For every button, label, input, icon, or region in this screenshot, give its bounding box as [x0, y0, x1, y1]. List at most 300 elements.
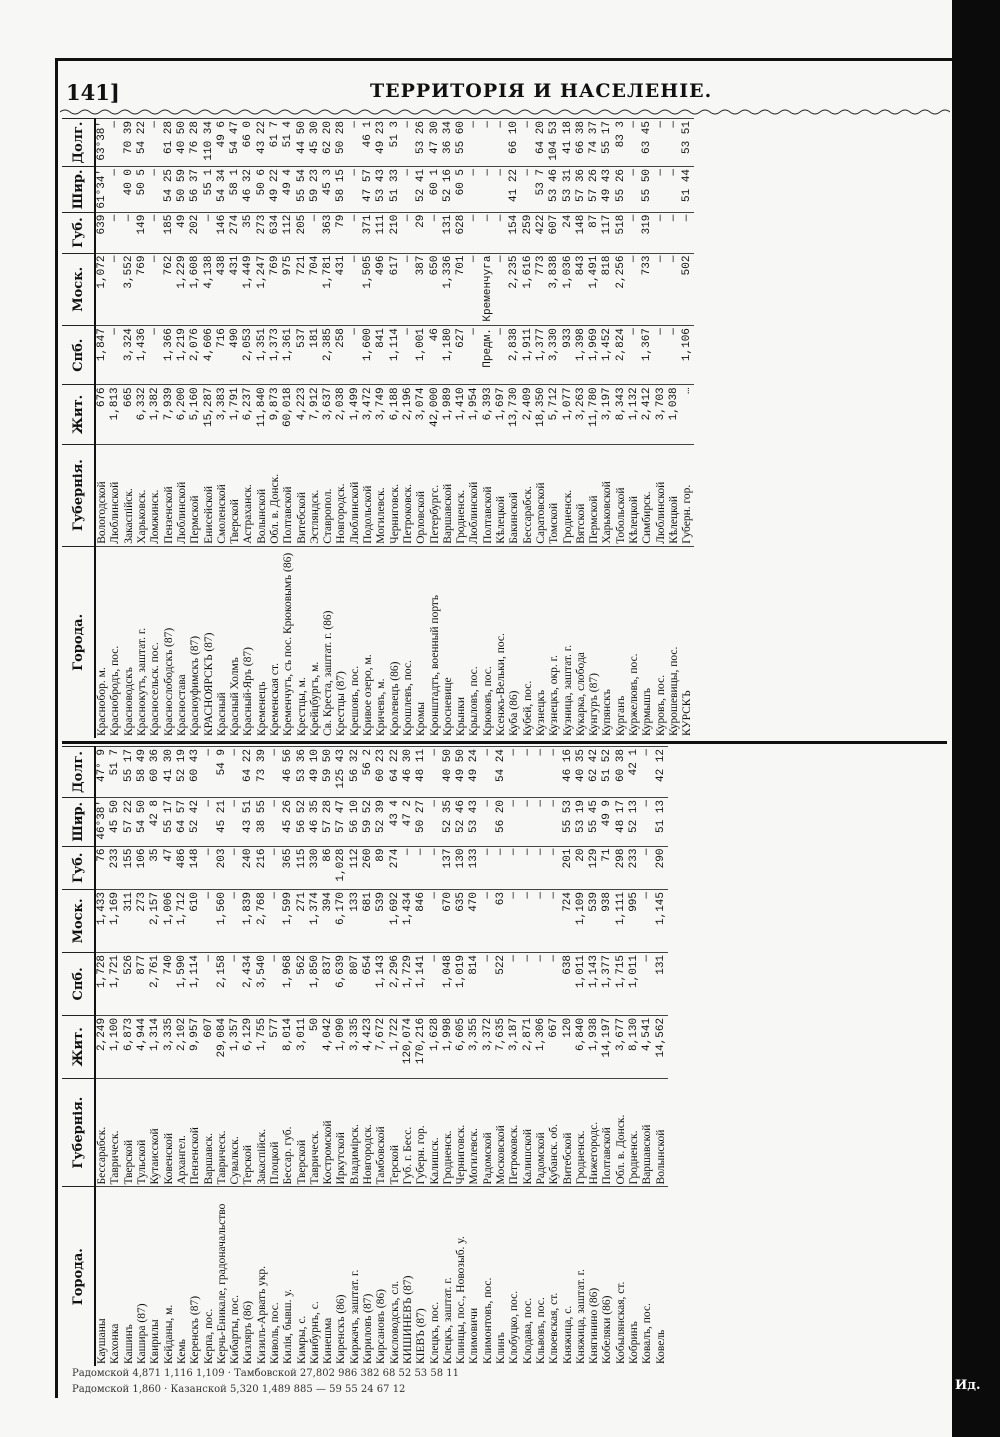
value-cell: 52 19: [176, 747, 189, 798]
city-cell: КІЕВЪ (87): [415, 1187, 428, 1366]
value-cell: 49 24: [468, 747, 481, 798]
table-row: [136, 747, 149, 1367]
value-cell: —: [482, 119, 495, 167]
left-rule: [55, 58, 58, 1398]
table-row: [282, 747, 295, 1367]
value-cell: 1,367: [641, 326, 654, 385]
city-cell: Курганъ: [615, 546, 628, 738]
table-row: [375, 119, 388, 739]
value-cell: 537: [295, 326, 308, 385]
value-cell: 49: [176, 212, 189, 253]
city-cell: Каушаны: [95, 1187, 109, 1366]
value-cell: 181: [309, 326, 322, 385]
value-cell: 1,712: [176, 889, 189, 952]
value-cell: 2,235: [508, 253, 521, 326]
value-cell: 1,141: [415, 952, 428, 1015]
city-cell: Кахонка: [109, 1187, 122, 1366]
table-row: [335, 747, 348, 1367]
value-cell: 6,873: [123, 1015, 136, 1078]
value-cell: 2,158: [216, 952, 229, 1015]
value-cell: 76: [95, 846, 109, 889]
table-row: [136, 119, 149, 739]
city-cell: Кемь: [176, 1187, 189, 1366]
value-cell: 681: [362, 889, 375, 952]
guberniya-cell: Полтавской: [601, 1078, 614, 1187]
value-cell: 233: [628, 846, 641, 889]
value-cell: 1,410: [455, 385, 468, 444]
column-header: Губернія.: [62, 1078, 95, 1187]
value-cell: 1,560: [216, 889, 229, 952]
value-cell: 110 34: [202, 119, 215, 167]
guberniya-cell: Тверской: [295, 1078, 308, 1187]
value-cell: 47: [162, 846, 175, 889]
table-row: [362, 119, 375, 739]
table-header-right: [62, 119, 95, 739]
value-cell: 40 35: [575, 747, 588, 798]
value-cell: —: [123, 212, 136, 253]
value-cell: 1,169: [109, 889, 122, 952]
table-row: [442, 747, 455, 1367]
value-cell: 843: [575, 253, 588, 326]
value-cell: 627: [455, 326, 468, 385]
city-cell: Кириловъ (87): [362, 1187, 375, 1366]
value-cell: 1,436: [136, 326, 149, 385]
city-cell: Краснокутъ, заштат. г.: [136, 546, 149, 738]
value-cell: 131: [442, 212, 455, 253]
value-cell: 274: [229, 212, 242, 253]
value-cell: 40 50: [442, 747, 455, 798]
value-cell: 701: [455, 253, 468, 326]
value-cell: 638: [561, 952, 574, 1015]
column-header: Губ.: [62, 212, 95, 253]
value-cell: 818: [601, 253, 614, 326]
value-cell: 50 27: [415, 797, 428, 846]
value-cell: 64 20: [535, 119, 548, 167]
value-cell: —: [535, 889, 548, 952]
value-cell: 841: [375, 326, 388, 385]
value-cell: 201: [561, 846, 574, 889]
guberniya-cell: Енисейской: [202, 444, 215, 546]
guberniya-cell: Калишской: [522, 1078, 535, 1187]
value-cell: —: [349, 253, 362, 326]
value-cell: —: [269, 846, 282, 889]
value-cell: 1,616: [522, 253, 535, 326]
value-cell: 154: [508, 212, 521, 253]
guberniya-cell: Орловской: [415, 444, 428, 546]
value-cell: 47 30: [428, 119, 441, 167]
table-row: [548, 119, 561, 739]
value-cell: 64 57: [176, 797, 189, 846]
value-cell: 205: [295, 212, 308, 253]
guberniya-cell: Волынской: [256, 444, 269, 546]
value-cell: —: [202, 952, 215, 1015]
value-cell: 704: [309, 253, 322, 326]
value-cell: 1,036: [561, 253, 574, 326]
value-cell: 740: [162, 952, 175, 1015]
value-cell: —: [402, 253, 415, 326]
value-cell: —: [535, 952, 548, 1015]
value-cell: —: [202, 797, 215, 846]
value-cell: —: [149, 119, 162, 167]
value-cell: —: [482, 846, 495, 889]
value-cell: —: [508, 952, 521, 1015]
wavy-divider: [60, 108, 950, 116]
value-cell: —: [508, 846, 521, 889]
city-cell: Крейцбургъ, м.: [309, 546, 322, 738]
value-cell: —: [402, 326, 415, 385]
value-cell: 55 45: [588, 797, 601, 846]
value-cell: 387: [415, 253, 428, 326]
value-cell: —: [654, 119, 667, 167]
value-cell: 7,912: [309, 385, 322, 444]
value-cell: —: [495, 166, 508, 212]
value-cell: —: [654, 166, 667, 212]
guberniya-cell: Пермской: [189, 444, 202, 546]
value-cell: 149: [136, 212, 149, 253]
value-cell: 61 28: [162, 119, 175, 167]
value-cell: 104 53: [548, 119, 561, 167]
guberniya-cell: Тверской: [123, 1078, 136, 1187]
value-cell: 50: [309, 1015, 322, 1078]
value-cell: 1,911: [522, 326, 535, 385]
value-cell: —: [668, 166, 681, 212]
value-cell: 1,697: [495, 385, 508, 444]
value-cell: 40 50: [176, 119, 189, 167]
value-cell: —: [548, 952, 561, 1015]
value-cell: 3,355: [468, 1015, 481, 1078]
guberniya-cell: Гродненск.: [575, 1078, 588, 1187]
value-cell: 3,324: [123, 326, 136, 385]
guberniya-cell: Калишск.: [428, 1078, 441, 1187]
value-cell: 1,357: [229, 1015, 242, 1078]
value-cell: 130: [455, 846, 468, 889]
value-cell: —: [668, 253, 681, 326]
value-cell: —: [109, 119, 122, 167]
value-cell: 52 41: [415, 166, 428, 212]
city-cell: Купянскъ: [601, 546, 614, 738]
value-cell: 58 15: [335, 166, 348, 212]
value-cell: —: [402, 166, 415, 212]
value-cell: 53 36: [295, 747, 308, 798]
value-cell: 233: [109, 846, 122, 889]
value-cell: 45 26: [282, 797, 295, 846]
value-cell: 133: [349, 889, 362, 952]
city-cell: Кременчугъ, съ пос. Крюковымъ (86): [282, 546, 295, 738]
table-row: [295, 747, 308, 1367]
value-cell: 3,197: [601, 385, 614, 444]
value-cell: 46 35: [309, 797, 322, 846]
value-cell: 20: [575, 846, 588, 889]
city-cell: Кронштадтъ, военный портъ: [428, 546, 441, 738]
city-cell: Кролевецъ (86): [389, 546, 402, 738]
value-cell: —: [522, 747, 535, 798]
rotated-table: [62, 118, 947, 1366]
value-cell: —: [149, 166, 162, 212]
value-cell: 54 24: [495, 747, 508, 798]
value-cell: —: [522, 166, 535, 212]
value-cell: Предм.: [482, 326, 495, 385]
value-cell: 3,263: [575, 385, 588, 444]
guberniya-cell: Саратовской: [535, 444, 548, 546]
value-cell: 56 32: [349, 747, 362, 798]
value-cell: 330: [309, 846, 322, 889]
value-cell: —: [202, 747, 215, 798]
table-row: [123, 119, 136, 739]
value-cell: 2,053: [242, 326, 255, 385]
guberniya-cell: Вологодской: [95, 444, 109, 546]
table-row: [229, 119, 242, 739]
value-cell: —: [349, 326, 362, 385]
table-row: [468, 119, 481, 739]
value-cell: 273: [256, 212, 269, 253]
bleed-text-left: Радомской 4,871 1,116 1,109 · Тамбовской 27,802 986 382 68 52 53 58 11: [72, 1368, 459, 1379]
value-cell: 46 16: [561, 747, 574, 798]
value-cell: 66 0: [242, 119, 255, 167]
guberniya-cell: Губерн. гор.: [415, 1078, 428, 1187]
table-row: [442, 119, 455, 739]
value-cell: 2,296: [389, 952, 402, 1015]
value-cell: 38 55: [256, 797, 269, 846]
value-cell: 61 7: [269, 119, 282, 167]
value-cell: 258: [335, 326, 348, 385]
value-cell: 56 52: [295, 797, 308, 846]
guberniya-cell: Люблинской: [654, 444, 667, 546]
value-cell: 607: [548, 212, 561, 253]
guberniya-cell: Кутаисской: [149, 1078, 162, 1187]
page-number: 141]: [66, 80, 120, 105]
table-row: [668, 119, 681, 739]
value-cell: 2,102: [176, 1015, 189, 1078]
guberniya-cell: Архангел.: [176, 1078, 189, 1187]
value-cell: 11,780: [588, 385, 601, 444]
value-cell: 1,382: [149, 385, 162, 444]
value-cell: 1,219: [176, 326, 189, 385]
table-row: [508, 119, 521, 739]
value-cell: 2,412: [641, 385, 654, 444]
guberniya-cell: Губерн. гор.: [681, 444, 694, 546]
value-cell: —: [628, 119, 641, 167]
guberniya-cell: Таврическ.: [216, 1078, 229, 1187]
value-cell: —: [109, 212, 122, 253]
city-cell: Клецкъ, заштат. г.: [442, 1187, 455, 1366]
value-cell: 50 59: [176, 166, 189, 212]
guberniya-cell: Тверской: [229, 444, 242, 546]
column-header: Губернія.: [62, 444, 95, 546]
value-cell: 185: [162, 212, 175, 253]
value-cell: 1,968: [282, 952, 295, 1015]
value-cell: 64 22: [242, 747, 255, 798]
value-cell: 15,287: [202, 385, 215, 444]
value-cell: 1,038: [668, 385, 681, 444]
value-cell: —: [202, 212, 215, 253]
table-row: [428, 119, 441, 739]
value-cell: —: [428, 889, 441, 952]
guberniya-cell: Петроковск.: [508, 1078, 521, 1187]
value-cell: 1,006: [162, 889, 175, 952]
value-cell: 933: [561, 326, 574, 385]
value-cell: —: [269, 747, 282, 798]
value-cell: 814: [468, 952, 481, 1015]
value-cell: —: [641, 952, 654, 1015]
value-cell: 170,216: [415, 1015, 428, 1078]
table-row: [495, 119, 508, 739]
value-cell: 1,755: [256, 1015, 269, 1078]
city-cell: Керенскъ (87): [189, 1187, 202, 1366]
value-cell: 5,160: [189, 385, 202, 444]
column-header: Жит.: [62, 385, 95, 444]
guberniya-cell: Терской: [389, 1078, 402, 1187]
city-cell: Кибарты, пос.: [229, 1187, 242, 1366]
value-cell: 52 35: [442, 797, 455, 846]
value-cell: 769: [269, 253, 282, 326]
city-cell: Княжица, заштат. г.: [575, 1187, 588, 1366]
value-cell: 45 3: [322, 166, 335, 212]
value-cell: 54 50: [136, 797, 149, 846]
city-cell: Кунгуръ (87): [588, 546, 601, 738]
table-row: [282, 119, 295, 739]
guberniya-cell: Кѣлецкой: [668, 444, 681, 546]
city-cell: Клобуцко, пос.: [508, 1187, 521, 1366]
table-row: [455, 747, 468, 1367]
table-row: [561, 747, 574, 1367]
value-cell: 1,072: [95, 253, 109, 326]
guberniya-cell: Закаспійск.: [123, 444, 136, 546]
value-cell: 667: [548, 1015, 561, 1078]
value-cell: 635: [455, 889, 468, 952]
value-cell: 1,850: [309, 952, 322, 1015]
value-cell: —: [495, 326, 508, 385]
value-cell: 3,637: [322, 385, 335, 444]
guberniya-cell: Плоцкой: [269, 1078, 282, 1187]
value-cell: 45 30: [309, 119, 322, 167]
value-cell: 56 2: [362, 747, 375, 798]
guberniya-cell: Подольской: [362, 444, 375, 546]
value-cell: 1,505: [362, 253, 375, 326]
value-cell: 271: [295, 889, 308, 952]
value-cell: 6,332: [136, 385, 149, 444]
value-cell: 29: [415, 212, 428, 253]
table-row: [189, 747, 202, 1367]
value-cell: 724: [561, 889, 574, 952]
value-cell: 56 37: [189, 166, 202, 212]
value-cell: 259: [522, 212, 535, 253]
guberniya-cell: Харьковской: [601, 444, 614, 546]
value-cell: 1,434: [402, 889, 415, 952]
value-cell: 49 43: [601, 166, 614, 212]
value-cell: 1,374: [309, 889, 322, 952]
value-cell: 1,989: [442, 385, 455, 444]
value-cell: 1,813: [109, 385, 122, 444]
value-cell: 8,130: [628, 1015, 641, 1078]
table-row: [335, 119, 348, 739]
value-cell: —: [402, 119, 415, 167]
guberniya-cell: Варшавской: [641, 1078, 654, 1187]
table-row: [375, 747, 388, 1367]
guberniya-cell: Ставропол.: [322, 444, 335, 546]
table-row: [349, 119, 362, 739]
value-cell: 6,188: [389, 385, 402, 444]
bleed-text-right: Радомской 1,860 · Казанской 5,320 1,489 885 — 59 55 24 67 12: [72, 1384, 406, 1395]
value-cell: —: [548, 797, 561, 846]
value-cell: 52 42: [189, 797, 202, 846]
table-row: [482, 747, 495, 1367]
value-cell: 129: [588, 846, 601, 889]
value-cell: 51 13: [654, 797, 667, 846]
guberniya-cell: Губ. г. Бесс.: [402, 1078, 415, 1187]
value-cell: 9,957: [189, 1015, 202, 1078]
table-row: [202, 119, 215, 739]
table-row: [109, 747, 122, 1367]
value-cell: 486: [176, 846, 189, 889]
guberniya-cell: Московской: [495, 1078, 508, 1187]
value-cell: —: [482, 166, 495, 212]
city-cell: Килія, бывш. у.: [282, 1187, 295, 1366]
value-cell: 11,840: [256, 385, 269, 444]
value-cell: 1,011: [628, 952, 641, 1015]
guberniya-cell: Варшавской: [442, 444, 455, 546]
value-cell: 1,366: [162, 326, 175, 385]
guberniya-cell: Пермской: [588, 444, 601, 546]
guberniya-cell: Обл. в. Донск.: [615, 1078, 628, 1187]
table-row: [349, 747, 362, 1367]
city-cell: Кременецъ: [256, 546, 269, 738]
column-header: Долг.: [62, 747, 95, 798]
value-cell: 14,562: [654, 1015, 667, 1078]
value-cell: —: [109, 253, 122, 326]
city-cell: Клецкъ, пос.: [428, 1187, 441, 1366]
city-cell: Климовичи: [468, 1187, 481, 1366]
value-cell: —: [495, 846, 508, 889]
value-cell: —: [229, 797, 242, 846]
guberniya-cell: Томской: [548, 444, 561, 546]
value-cell: —: [482, 797, 495, 846]
guberniya-cell: Харьковск.: [136, 444, 149, 546]
value-cell: 762: [162, 253, 175, 326]
city-cell: Кобринъ: [628, 1187, 641, 1366]
value-cell: —: [109, 326, 122, 385]
value-cell: 44 50: [295, 119, 308, 167]
value-cell: Кременчуга: [482, 253, 495, 326]
value-cell: —: [468, 166, 481, 212]
value-cell: —: [415, 846, 428, 889]
value-cell: 607: [202, 1015, 215, 1078]
guberniya-cell: Владимірск.: [349, 1078, 362, 1187]
value-cell: 650: [428, 253, 441, 326]
value-cell: 639: [95, 212, 109, 253]
table-row: [495, 747, 508, 1367]
city-cell: Кашира (87): [136, 1187, 149, 1366]
guberniya-cell: Радомской: [535, 1078, 548, 1187]
value-cell: —: [535, 747, 548, 798]
value-cell: 54 47: [229, 119, 242, 167]
table-row: [123, 747, 136, 1367]
value-cell: 54 34: [216, 166, 229, 212]
value-cell: 877: [136, 952, 149, 1015]
city-cell: Клодава, пос.: [522, 1187, 535, 1366]
value-cell: …: [681, 385, 694, 444]
value-cell: 73 39: [256, 747, 269, 798]
value-cell: 89: [375, 846, 388, 889]
value-cell: 51 33: [389, 166, 402, 212]
value-cell: 137: [442, 846, 455, 889]
value-cell: 502: [681, 253, 694, 326]
value-cell: 311: [123, 889, 136, 952]
scan-edge-shadow: [952, 0, 1000, 1437]
value-cell: 610: [189, 889, 202, 952]
value-cell: 1,114: [389, 326, 402, 385]
value-cell: —: [628, 212, 641, 253]
value-cell: 58 1: [229, 166, 242, 212]
